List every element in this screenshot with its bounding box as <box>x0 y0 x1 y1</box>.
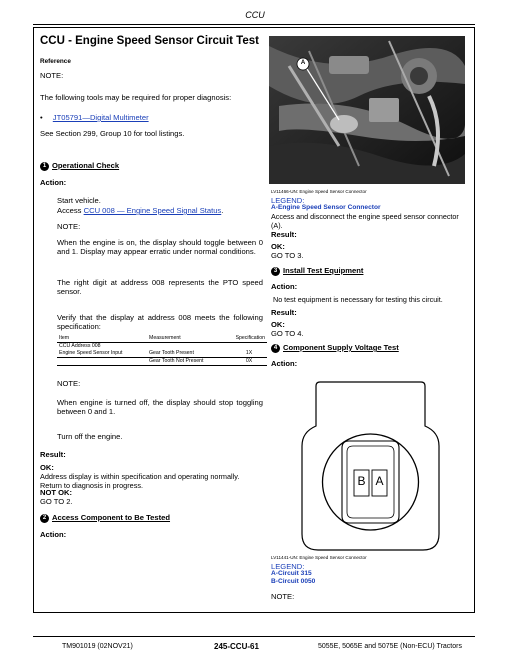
step-3-ok-text: GO TO 4. <box>271 329 304 338</box>
photo-callout-a: A <box>300 60 306 66</box>
step-1-notok-text: GO TO 2. <box>40 497 73 506</box>
step-4-action-label: Action: <box>271 359 298 368</box>
see-section: See Section 299, Group 10 for tool listings. <box>40 129 185 138</box>
tool-bullet <box>40 113 149 122</box>
tool-link-multimeter[interactable]: JT05791—Digital Multimeter <box>52 113 149 122</box>
step-1-notok-label: NOT OK: <box>40 488 73 497</box>
step-1-action-label: Action: <box>40 178 67 187</box>
table-header-row <box>57 335 267 343</box>
step-1-turn-off: Turn off the engine. <box>57 432 123 441</box>
pin-b-label: B <box>357 474 366 488</box>
table-cell: 1X <box>231 350 267 358</box>
table-cell: Gear Tooth Present <box>147 350 231 358</box>
photo-legend-label: LEGEND: <box>271 196 305 205</box>
page-title: CCU - Engine Speed Sensor Circuit Test <box>40 35 259 47</box>
access-suffix: . <box>221 206 224 215</box>
step-1-ok-text: Address display is within specification and operating normally. Return to diagnosis in progress. <box>40 472 240 491</box>
step-1-access <box>57 206 223 215</box>
connector-caption: LV11441-UN: Engine Speed Sensor Connector <box>271 555 367 560</box>
step-3-action-label: Action: <box>271 282 298 291</box>
spec-table-wrap <box>57 335 267 366</box>
photo-caption: LV11466-UN: Engine Speed Sensor Connector <box>271 189 367 194</box>
connector-legend-label: LEGEND: <box>271 562 305 571</box>
step-1-note: NOTE: <box>57 222 81 231</box>
footer-models: 5055E, 5065E and 5075E (Non-ECU) Tractors <box>318 643 462 650</box>
footer-page-number: 245-CCU-61 <box>214 642 259 651</box>
step-1-title: Operational Check <box>52 161 120 170</box>
step-1-heading <box>40 161 119 171</box>
connector-outline <box>298 374 443 554</box>
engine-photo-art <box>269 36 465 184</box>
step-4-heading <box>271 343 399 353</box>
step-2-ok-text: GO TO 3. <box>271 251 304 260</box>
col-measurement: Measurement <box>147 335 231 343</box>
step-1-number: 1 <box>40 162 49 171</box>
step-3-ok-label: OK: <box>271 320 285 329</box>
connector-note: NOTE: <box>271 592 295 601</box>
table-cell: 0X <box>231 358 267 366</box>
connector-legend-a: A-Circuit 315 <box>271 570 312 577</box>
photo-instruction: Access and disconnect the engine speed sensor connector (A). <box>271 212 459 230</box>
section-header: CCU <box>245 10 265 20</box>
step-3-result-label: Result: <box>271 308 297 317</box>
photo-legend-item: A-Engine Speed Sensor Connector <box>271 204 381 211</box>
tools-intro: The following tools may be required for proper diagnosis: <box>40 93 232 102</box>
step-1-result-label: Result: <box>40 450 66 459</box>
spec-table <box>57 335 267 366</box>
bullet: • <box>40 113 43 122</box>
step-3-heading <box>271 266 363 276</box>
step-3-title: Install Test Equipment <box>283 266 364 275</box>
step-2-ok-label: OK: <box>271 242 285 251</box>
step-1-verify-text: Verify that the display at address 008 meets the following specification: <box>57 313 263 332</box>
table-cell <box>57 358 147 366</box>
step-2-title: Access Component to Be Tested <box>52 513 171 522</box>
connector-diagram <box>298 374 443 554</box>
footer-doc-id: TM901019 (02NOV21) <box>62 643 133 650</box>
step-2-result-label: Result: <box>271 230 297 239</box>
table-row <box>57 358 267 366</box>
step-4-title: Component Supply Voltage Test <box>283 343 399 352</box>
connector-legend-b: B-Circuit 0050 <box>271 578 316 585</box>
access-prefix: Access <box>57 206 82 215</box>
step-1-note-2-text: When engine is turned off, the display should stop toggling between 0 and 1. <box>57 398 263 417</box>
table-cell: Engine Speed Sensor Input <box>57 350 147 358</box>
access-link-ccu-008[interactable]: CCU 008 — Engine Speed Signal Status <box>83 206 222 215</box>
step-1-note-text: When the engine is on, the display should toggle between 0 and 1. Display may appear erratic under normal conditions. <box>57 238 263 257</box>
step-3-text: No test equipment is necessary for testing this circuit. <box>273 295 443 304</box>
step-1-start: Start vehicle. <box>57 196 101 205</box>
reference-note: NOTE: <box>40 71 64 80</box>
reference-label: Reference <box>40 58 71 65</box>
step-1-ok-label: OK: <box>40 463 54 472</box>
step-3-number: 3 <box>271 267 280 276</box>
col-specification: Specification <box>231 335 267 343</box>
table-group-label: CCU Address 008 <box>59 343 101 349</box>
table-row <box>57 343 267 351</box>
engine-photo <box>269 36 465 184</box>
table-row <box>57 350 267 358</box>
table-cell: Gear Tooth Not Present <box>147 358 231 366</box>
footer-rule <box>33 636 475 637</box>
step-2-number: 2 <box>40 514 49 523</box>
step-2-action-label: Action: <box>40 530 67 539</box>
pin-a-label: A <box>375 474 384 488</box>
col-item: Item <box>57 335 147 343</box>
step-1-digit-text: The right digit at address 008 represents the PTO speed sensor. <box>57 278 263 297</box>
step-2-heading <box>40 513 170 523</box>
step-4-number: 4 <box>271 344 280 353</box>
header-rule <box>33 24 475 25</box>
step-1-note-2: NOTE: <box>57 379 81 388</box>
